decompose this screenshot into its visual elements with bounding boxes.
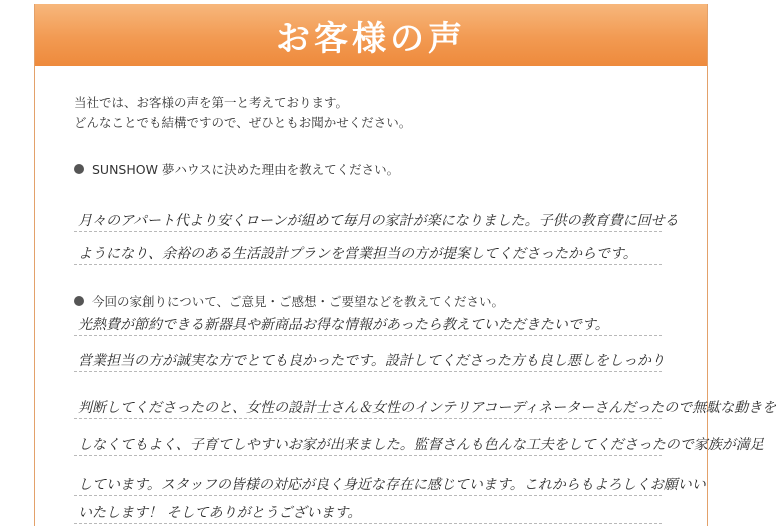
question-2-text: 今回の家創りについて、ご意見・ご感想・ご要望などを教えてください。	[92, 294, 505, 309]
question-1	[74, 160, 399, 178]
intro-line-1: 当社では、お客様の声を第一と考えております。	[74, 95, 349, 110]
answer-2-line-1: 光熱費が節約できる新器具や新商品お得な情報があったら教えていただきたいです。	[74, 314, 662, 336]
answer-2-line-3: 判断してくださったのと、女性の設計士さん＆女性のインテリアコーディネーターさんだったので無駄な動きを	[74, 397, 662, 419]
answer-2-line-4: しなくてもよく、子育てしやすいお家が出来ました。監督さんも色んな工夫をしてくださったので家族が満足	[74, 434, 662, 456]
answer-2-line-6: いたします！ そしてありがとうございます。	[74, 502, 662, 524]
answer-2-line-5: しています。スタッフの皆様の対応が良く身近な存在に感じています。これからもよろしくお願いい	[74, 474, 662, 496]
question-1-text: SUNSHOW 夢ハウスに決めた理由を教えてください。	[92, 162, 400, 177]
question-2	[74, 292, 504, 310]
answer-1-line-1: 月々のアパート代より安くローンが組めて毎月の家計が楽になりました。子供の教育費に回せる	[74, 210, 662, 232]
header-banner	[35, 4, 707, 66]
page-title: お客様の声	[276, 18, 466, 59]
bullet-icon	[74, 296, 84, 306]
intro-line-2: どんなことでも結構ですので、ぜひともお聞かせください。	[74, 115, 412, 130]
answer-1-line-2: ようになり、余裕のある生活設計プランを営業担当の方が提案してくださったからです。	[74, 243, 662, 265]
intro-text	[74, 93, 411, 133]
bullet-icon	[74, 164, 84, 174]
answer-2-line-2: 営業担当の方が誠実な方でとても良かったです。設計してくださった方も良し悪しをしっかり	[74, 350, 662, 372]
